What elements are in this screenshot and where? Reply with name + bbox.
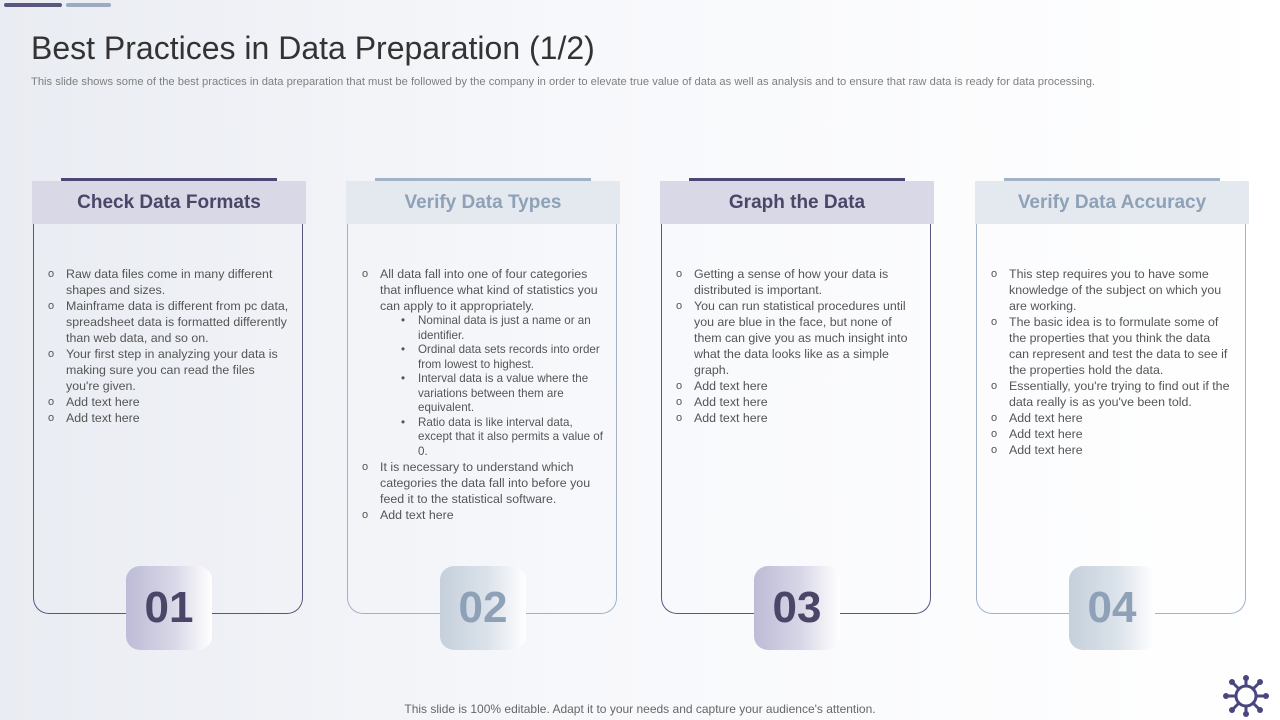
sub-list-item: • Nominal data is just a name or an identifier. <box>380 314 604 343</box>
list-item: o Add text here <box>46 394 290 410</box>
list-item: o Your first step in analyzing your data is making sure you can read the files you're given. <box>46 346 290 394</box>
card-check-data-formats <box>32 178 306 650</box>
list-item: o Getting a sense of how your data is distributed is important. <box>674 266 918 298</box>
gear-network-icon <box>1220 674 1272 718</box>
sub-list-item: • Ordinal data sets records into order from lowest to highest. <box>380 343 604 372</box>
top-accent-bar-dark <box>4 3 62 7</box>
card-body <box>360 266 604 523</box>
card-title: Check Data Formats <box>32 181 306 224</box>
card-title: Graph the Data <box>660 181 934 224</box>
sub-list-item: • Ratio data is like interval data, except that it also permits a value of 0. <box>380 416 604 460</box>
card-body <box>989 266 1233 458</box>
list-item: o Add text here <box>989 426 1233 442</box>
list-item: o This step requires you to have some knowledge of the subject on which you are working. <box>989 266 1233 314</box>
footer-note: This slide is 100% editable. Adapt it to your needs and capture your audience's attention. <box>404 702 876 716</box>
list-item: o It is necessary to understand which categories the data fall into before you feed it to the statistical software. <box>360 459 604 507</box>
card-number: 01 <box>126 566 212 650</box>
card-verify-data-accuracy <box>975 178 1249 650</box>
list-item: o Raw data files come in many different shapes and sizes. <box>46 266 290 298</box>
card-body <box>674 266 918 426</box>
card-verify-data-types <box>346 178 620 650</box>
list-item <box>360 266 604 459</box>
list-item: o Mainframe data is different from pc data, spreadsheet data is formatted differently than web data, and so on. <box>46 298 290 346</box>
card-title: Verify Data Accuracy <box>975 181 1249 224</box>
sub-list-item: • Interval data is a value where the variations between them are equivalent. <box>380 372 604 416</box>
card-list <box>46 266 290 426</box>
list-item-text: All data fall into one of four categories that influence what kind of statistics you can apply to it appropriately. <box>380 267 598 313</box>
list-item: o Add text here <box>674 394 918 410</box>
list-item: o Add text here <box>674 378 918 394</box>
card-list <box>674 266 918 426</box>
card-number: 03 <box>754 566 840 650</box>
card-number: 02 <box>440 566 526 650</box>
card-title: Verify Data Types <box>346 181 620 224</box>
card-sublist <box>380 314 604 459</box>
top-accent-bar-light <box>66 3 111 7</box>
page-title: Best Practices in Data Preparation (1/2) <box>31 30 595 66</box>
card-list <box>989 266 1233 458</box>
list-item: o Add text here <box>360 507 604 523</box>
page-subtitle: This slide shows some of the best practices in data preparation that must be followed by the company in order to elevate true value of data as well as analysis and to ensure that raw data is ready for data processing. <box>31 76 1096 88</box>
list-item: o Add text here <box>46 410 290 426</box>
list-item: o The basic idea is to formulate some of the properties that you think the data can represent and test the data to see if the properties hold the data. <box>989 314 1233 378</box>
list-item: o Essentially, you're trying to find out if the data really is as you've been told. <box>989 378 1233 410</box>
list-item: o You can run statistical procedures until you are blue in the face, but none of them can give you as much insight into what the data looks like as a simple graph. <box>674 298 918 378</box>
list-item: o Add text here <box>989 442 1233 458</box>
card-list <box>360 266 604 523</box>
list-item: o Add text here <box>989 410 1233 426</box>
list-item: o Add text here <box>674 410 918 426</box>
card-graph-the-data <box>660 178 934 650</box>
card-body <box>46 266 290 426</box>
card-number: 04 <box>1069 566 1155 650</box>
